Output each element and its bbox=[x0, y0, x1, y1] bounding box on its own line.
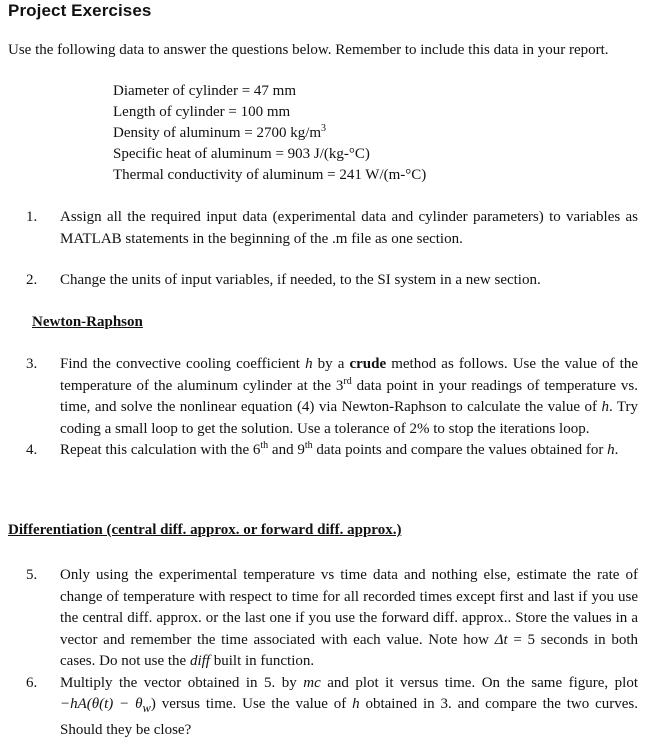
density-text: Density of aluminum = 2700 kg/m bbox=[113, 125, 322, 141]
section-heading-newton: Newton-Raphson bbox=[32, 314, 143, 330]
exercise-number: 6. bbox=[26, 674, 38, 691]
exercise-number: 1. bbox=[26, 209, 38, 225]
exercise-4 bbox=[26, 440, 638, 462]
section-heading-differentiation: Differentiation (central diff. approx. or forward diff. approx.) bbox=[8, 522, 402, 538]
length-line: Length of cylinder = 100 mm bbox=[113, 104, 291, 120]
density-line bbox=[113, 123, 426, 144]
exercise-text: Change the units of input variables, if needed, to the SI system in a new section. bbox=[60, 272, 541, 288]
exercise-3 bbox=[26, 354, 638, 440]
exercise-text: Assign all the required input data (experimental data and cylinder parameters) to variables as MATLAB statements in the beginning of the .m file as one section. bbox=[60, 209, 638, 247]
conductivity-line: Thermal conductivity of aluminum = 241 W/(m-°C) bbox=[113, 167, 427, 183]
exercise-text: Repeat this calculation with the 6th and 9th data points and compare the values obtained for h. bbox=[60, 440, 619, 458]
exercise-text: Only using the experimental temperature vs time data and nothing else, estimate the rate of change of temperature with respect to time for all recorded times except first and last if you use the central diff. approx. or the last one if you use the forward diff. approx.. Store the values in a vector and remember the time associated with each value. Note how Δt = 5 seconds in both cases. Do not use the diff built in function. bbox=[60, 567, 638, 669]
intro-paragraph: Use the following data to answer the questions below. Remember to include this data in your report. bbox=[8, 42, 609, 58]
exercise-1 bbox=[26, 207, 638, 250]
exercise-list-1 bbox=[26, 207, 638, 292]
exercise-6 bbox=[26, 673, 638, 742]
exercise-list-3 bbox=[26, 565, 638, 741]
exercise-2 bbox=[26, 270, 638, 292]
exercise-text: Find the convective cooling coefficient h by a crude method as follows. Use the value of the temperature of the aluminum cylinder at the 3rd data point in your readings of temperature vs. time, and solve the nonlinear equation (4) via Newton-Raphson to calculate the value of h. Try coding a small loop to get the solution. Use a tolerance of 2% to stop the iterations loop. bbox=[60, 356, 638, 437]
exercise-list-2 bbox=[26, 354, 638, 462]
density-exponent: 3 bbox=[321, 123, 327, 134]
page-title: Project Exercises bbox=[8, 1, 152, 20]
exercise-number: 4. bbox=[26, 442, 38, 458]
exercise-number: 5. bbox=[26, 567, 38, 583]
diameter-line: Diameter of cylinder = 47 mm bbox=[113, 83, 296, 99]
data-list bbox=[113, 81, 426, 186]
specific-heat-line: Specific heat of aluminum = 903 J/(kg-°C) bbox=[113, 146, 370, 162]
exercise-number: 3. bbox=[26, 356, 38, 372]
exercise-5 bbox=[26, 565, 638, 673]
exercise-number: 2. bbox=[26, 272, 38, 288]
exercise-text: Multiply the vector obtained in 5. by mc and plot it versus time. On the same figure, plot $-hA(\theta(t) - \theta_w)$ versus time. Use the value of h obtained in 3. and compare the two curves. Should they be close? bbox=[60, 674, 638, 738]
